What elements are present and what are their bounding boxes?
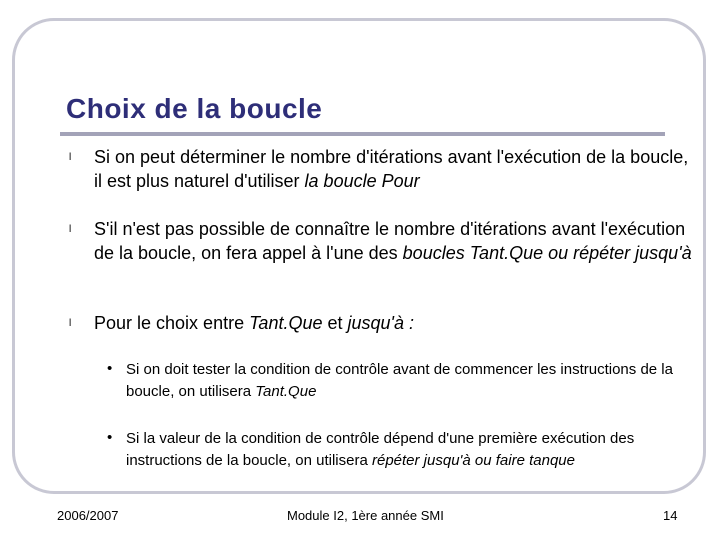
footer-course: Module I2, 1ère année SMI: [287, 508, 444, 523]
bullet-3-text-c: et: [322, 313, 348, 333]
slide-title: Choix de la boucle: [66, 93, 323, 124]
sub-bullet-1-text-b: Tant.Que: [255, 383, 317, 400]
bullet-3-text-b: Tant.Que: [249, 313, 323, 333]
bullet-text-1: [94, 145, 694, 193]
bullet-2-text-a: S'il n'est pas possible de connaître le nombre d'itérations avant l'exécution de la boucle, on fera appel à l'une des: [94, 219, 686, 263]
bullet-2-text-b: boucles Tant.Que ou répéter jusqu'à: [402, 243, 692, 263]
bullet-marker: l: [69, 224, 72, 235]
sub-bullet-text-2: [126, 428, 686, 472]
bullet-marker: l: [69, 318, 72, 329]
sub-bullet-text-1: [126, 359, 686, 403]
bullet-1-text-b: la boucle Pour: [304, 171, 420, 191]
sub-bullet-2-text-b: répéter jusqu'à ou faire tanque: [371, 452, 575, 469]
sub-bullet-2-text-a: Si la valeur de la condition de contrôle dépend d'une première exécution des instructions de la boucle, on utilisera: [126, 430, 635, 469]
bullet-1-text-a: Si on peut déterminer le nombre d'itérations avant l'exécution de la boucle, il est plus naturel d'utiliser: [94, 147, 689, 191]
sub-bullet-marker: •: [107, 360, 113, 377]
bullet-text-3: [94, 311, 694, 335]
footer-date: 2006/2007: [57, 508, 119, 523]
sub-bullet-1-text-a: Si on doit tester la condition de contrôle avant de commencer les instructions de la boucle, on utilisera: [126, 361, 673, 400]
bullet-3-text-a: Pour le choix entre: [94, 313, 250, 333]
bullet-text-2: [94, 217, 694, 265]
bullet-marker: l: [69, 152, 72, 163]
footer-page-number: 14: [663, 508, 678, 523]
sub-bullet-marker: •: [107, 429, 113, 446]
title-underline: [60, 132, 665, 136]
bullet-3-text-d: jusqu'à :: [347, 313, 414, 333]
